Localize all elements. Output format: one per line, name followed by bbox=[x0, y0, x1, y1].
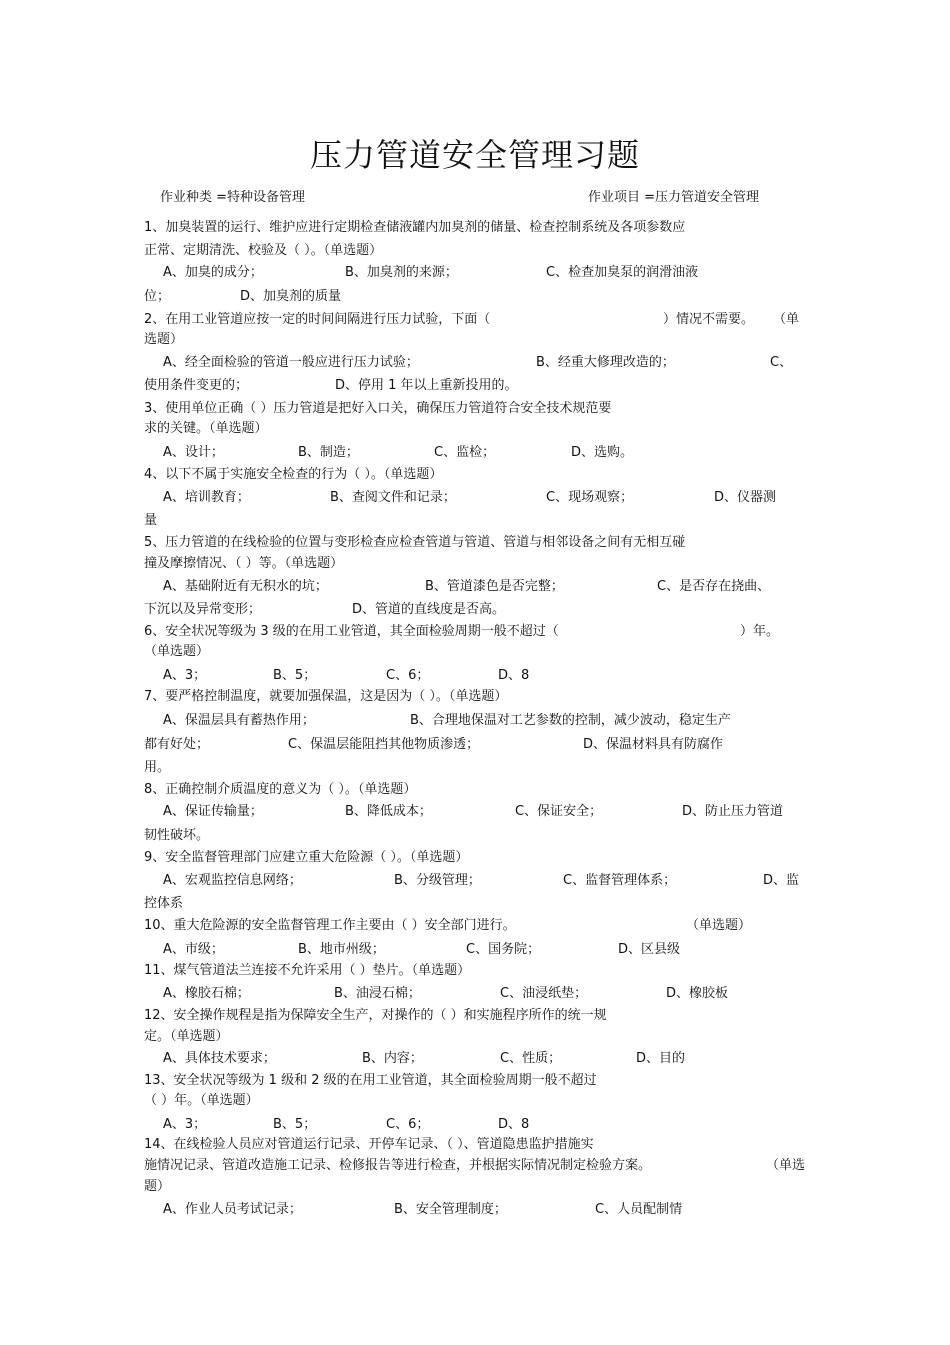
option-b: B、加臭剂的来源； bbox=[345, 265, 458, 280]
text-line: 12、安全操作规程是指为保障安全生产，对操作的（ ）和实施程序所作的统一规 bbox=[144, 1008, 607, 1023]
text-line: 题） bbox=[144, 1179, 171, 1194]
text-line: 撞及摩擦情况、（ ）等。（单选题） bbox=[144, 556, 344, 571]
option-d: D、仪器测 bbox=[714, 490, 777, 505]
text-line: 5、压力管道的在线检验的位置与变形检查应检查管道与管道、管道与相邻设备之间有无相互碰 bbox=[144, 535, 686, 550]
option-b: B、查阅文件和记录； bbox=[330, 490, 456, 505]
option-c: C、是否存在挠曲、 bbox=[657, 579, 771, 594]
text-line: （ ）年。（单选题） bbox=[144, 1093, 259, 1108]
option-a: A、宏观监控信息网络； bbox=[163, 873, 302, 888]
option-c: C、保温层能阻挡其他物质渗透； bbox=[288, 737, 480, 752]
text-line: 4、以下不属于实施安全检查的行为（ ）。（单选题） bbox=[144, 467, 443, 482]
text-line: 3、使用单位正确（ ）压力管道是把好入口关，确保压力管道符合安全技术规范要 bbox=[144, 401, 612, 416]
option-a: A、具体技术要求； bbox=[163, 1051, 276, 1066]
text-line: 6、安全状况等级为 3 级的在用工业管道，其全面检验周期一般不超过（ bbox=[144, 624, 559, 639]
text-line: 使用条件变更的； bbox=[144, 378, 249, 393]
text-line: 2、在用工业管道应按一定的时间间隔进行压力试验，下面（ bbox=[144, 312, 491, 327]
text-line: 10、重大危险源的安全监督管理工作主要由（ ）安全部门进行。 bbox=[144, 918, 516, 933]
option-d: D、监 bbox=[763, 873, 800, 888]
option-a: A、橡胶石棉； bbox=[163, 986, 250, 1001]
text-line: 定。（单选题） bbox=[144, 1029, 229, 1044]
option-c: C、检查加臭泵的润滑油液 bbox=[546, 265, 699, 280]
option-d: D、目的 bbox=[636, 1051, 686, 1066]
text-line: 11、煤气管道法兰连接不允许采用（ ）垫片。（单选题） bbox=[144, 963, 471, 978]
text-line: 用。 bbox=[144, 760, 171, 775]
option-c: C、人员配制情 bbox=[595, 1202, 683, 1217]
option-c: C、性质； bbox=[500, 1051, 562, 1066]
option-d: D、橡胶板 bbox=[666, 986, 729, 1001]
option-a: A、市级； bbox=[163, 942, 224, 957]
text-line: （单选题） bbox=[686, 918, 752, 933]
option-b: B、降低成本； bbox=[345, 804, 432, 819]
text-line: 9、安全监督管理部门应建立重大危险源（ ）。（单选题） bbox=[144, 850, 469, 865]
option-b: B、地市州级； bbox=[298, 942, 385, 957]
option-d: D、加臭剂的质量 bbox=[240, 289, 342, 304]
text-line: （单 bbox=[773, 312, 800, 327]
option-c: C、监督管理体系； bbox=[563, 873, 677, 888]
text-line: 控体系 bbox=[144, 896, 184, 911]
text-line: 都有好处； bbox=[144, 737, 210, 752]
text-line: ）情况不需要。 bbox=[663, 312, 755, 327]
meta-category: 作业种类 =特种设备管理 bbox=[160, 190, 306, 205]
text-line: 选题） bbox=[144, 332, 184, 347]
option-a: A、作业人员考试记录； bbox=[163, 1202, 302, 1217]
text-line: 施情况记录、管道改造施工记录、检修报告等进行检查，并根据实际情况制定检验方案。 bbox=[144, 1158, 652, 1173]
option-d: D、防止压力管道 bbox=[682, 804, 784, 819]
option-c: C、监检； bbox=[434, 445, 496, 460]
option-b: B、5； bbox=[273, 1117, 317, 1132]
option-a: A、保温层具有蓄热作用； bbox=[163, 713, 315, 728]
option-b: B、经重大修理改造的； bbox=[536, 355, 675, 370]
option-a: A、3； bbox=[163, 1117, 207, 1132]
option-c: C、保证安全； bbox=[515, 804, 603, 819]
option-a: A、保证传输量； bbox=[163, 804, 263, 819]
option-a: A、加臭的成分； bbox=[163, 265, 263, 280]
text-line: 量 bbox=[144, 513, 158, 528]
text-line: （单选题） bbox=[144, 644, 210, 659]
option-c: C、 bbox=[770, 355, 793, 370]
text-line: 7、要严格控制温度，就要加强保温，这是因为（ ）。（单选题） bbox=[144, 689, 508, 704]
text-line: 正常、定期清洗、校验及（ ）。（单选题） bbox=[144, 243, 383, 258]
option-c: C、现场观察； bbox=[546, 490, 634, 505]
option-d: D、保温材料具有防腐作 bbox=[583, 737, 724, 752]
option-b: B、分级管理； bbox=[394, 873, 481, 888]
option-d: D、区县级 bbox=[618, 942, 681, 957]
option-c: C、油浸纸垫； bbox=[500, 986, 588, 1001]
text-line: 1、加臭装置的运行、维护应进行定期检查储液罐内加臭剂的储量、检查控制系统及各项参数应 bbox=[144, 220, 686, 235]
option-c: C、6； bbox=[386, 668, 430, 683]
text-line: 韧性破坏。 bbox=[144, 828, 210, 843]
option-d: D、8 bbox=[498, 1117, 530, 1132]
option-c: C、6； bbox=[386, 1117, 430, 1132]
option-a: A、基础附近有无积水的坑； bbox=[163, 579, 328, 594]
option-b: B、制造； bbox=[298, 445, 359, 460]
option-b: B、油浸石棉； bbox=[334, 986, 421, 1001]
option-b: B、内容； bbox=[362, 1051, 423, 1066]
text-line: 求的关键。（单选题） bbox=[144, 421, 268, 436]
option-d: D、选购。 bbox=[571, 445, 634, 460]
option-d: D、停用 1 年以上重新投用的。 bbox=[335, 378, 518, 393]
page-title: 压力管道安全管理习题 bbox=[309, 136, 640, 174]
option-b: B、管道漆色是否完整； bbox=[425, 579, 564, 594]
meta-project: 作业项目 =压力管道安全管理 bbox=[588, 190, 760, 205]
text-line: 位； bbox=[144, 289, 171, 304]
option-a: A、经全面检验的管道一般应进行压力试验； bbox=[163, 355, 419, 370]
option-d: D、管道的直线度是否高。 bbox=[352, 602, 506, 617]
option-b: B、合理地保温对工艺参数的控制，减少波动，稳定生产 bbox=[410, 713, 731, 728]
text-line: 下沉以及异常变形； bbox=[144, 602, 262, 617]
option-b: B、5； bbox=[273, 668, 317, 683]
text-line: 13、安全状况等级为 1 级和 2 级的在用工业管道，其全面检验周期一般不超过 bbox=[144, 1073, 597, 1088]
text-line: （单选 bbox=[766, 1158, 806, 1173]
option-b: B、安全管理制度； bbox=[394, 1202, 507, 1217]
text-line: 8、正确控制介质温度的意义为（ ）。（单选题） bbox=[144, 782, 417, 797]
option-d: D、8 bbox=[498, 668, 530, 683]
text-line: ）年。 bbox=[740, 624, 780, 639]
option-a: A、3； bbox=[163, 668, 207, 683]
option-a: A、培训教育； bbox=[163, 490, 250, 505]
text-line: 14、在线检验人员应对管道运行记录、开停车记录、（ ）、管道隐患监护措施实 bbox=[144, 1137, 594, 1152]
option-a: A、设计； bbox=[163, 445, 224, 460]
option-c: C、国务院； bbox=[466, 942, 541, 957]
